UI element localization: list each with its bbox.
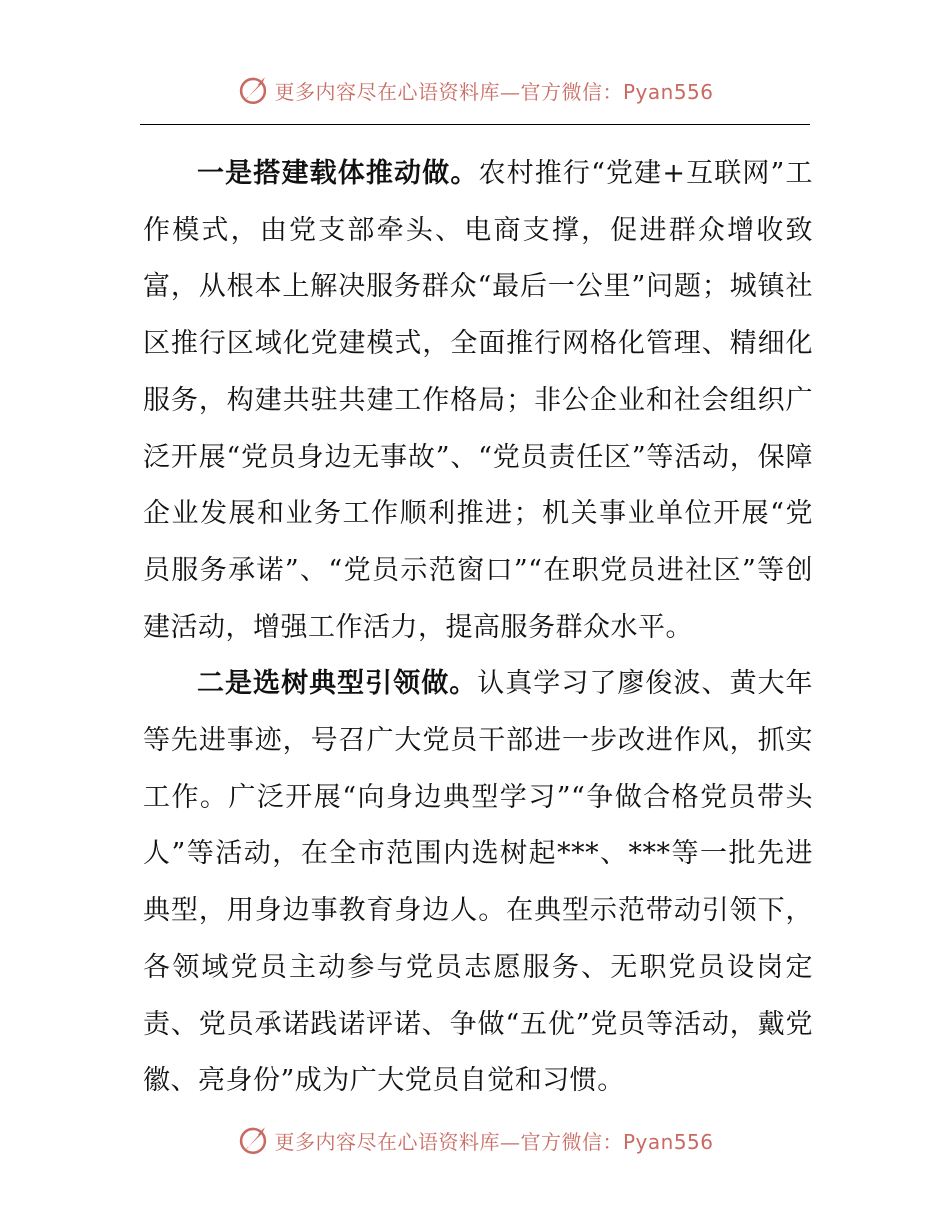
footer-wechat-id: Pyan556 [622,1129,714,1154]
header-divider [140,124,810,125]
document-body [143,146,813,1110]
footer-banner-label: 更多内容尽在心语资料库—官方微信： [274,1129,623,1154]
quill-logo-icon [236,73,270,107]
paragraph-2-lead: 二是选树典型引领做。 [197,668,478,700]
paragraph-1 [143,146,813,656]
quill-logo-icon [236,1123,270,1157]
header-wechat-id: Pyan556 [622,79,714,104]
footer-banner-text [274,1126,713,1155]
paragraph-1-lead: 一是搭建载体推动做。 [197,158,479,189]
paragraph-1-body: 农村推行“党建+互联网”工作模式，由党支部牵头、电商支撑，促进群众增收致富，从根本上解决服务群众“最后一公里”问题；城镇社区推行区域化党建模式，全面推行网格化管理、精细化服务，构建共驻共建工作格局；非公企业和社会组织广泛开展“党员身边无事故”、“党员责任区”等活动，保障企业发展和业务工作顺利推进；机关事业单位开展“党员服务承诺”、“党员示范窗口”“在职党员进社区”等创建活动，增强工作活力，提高服务群众水平。 [143,158,813,643]
paragraph-2-body: 认真学习了廖俊波、黄大年等先进事迹，号召广大党员干部进一步改进作风，抓实工作。广泛开展“向身边典型学习”“争做合格党员带头人”等活动，在全市范围内选树起***、***等一批先进典型，用身边事教育身边人。在典型示范带动引领下，各领域党员主动参与党员志愿服务、无职党员设岗定责、党员承诺践诺评诺、争做“五优”党员等活动，戴党徽、亮身份”成为广大党员自觉和习惯。 [143,668,814,1097]
page-footer-banner [0,1120,950,1160]
header-banner-label: 更多内容尽在心语资料库—官方微信： [274,79,623,104]
paragraph-2 [143,656,813,1110]
header-banner-text [274,76,713,105]
page-header-banner [0,70,950,110]
